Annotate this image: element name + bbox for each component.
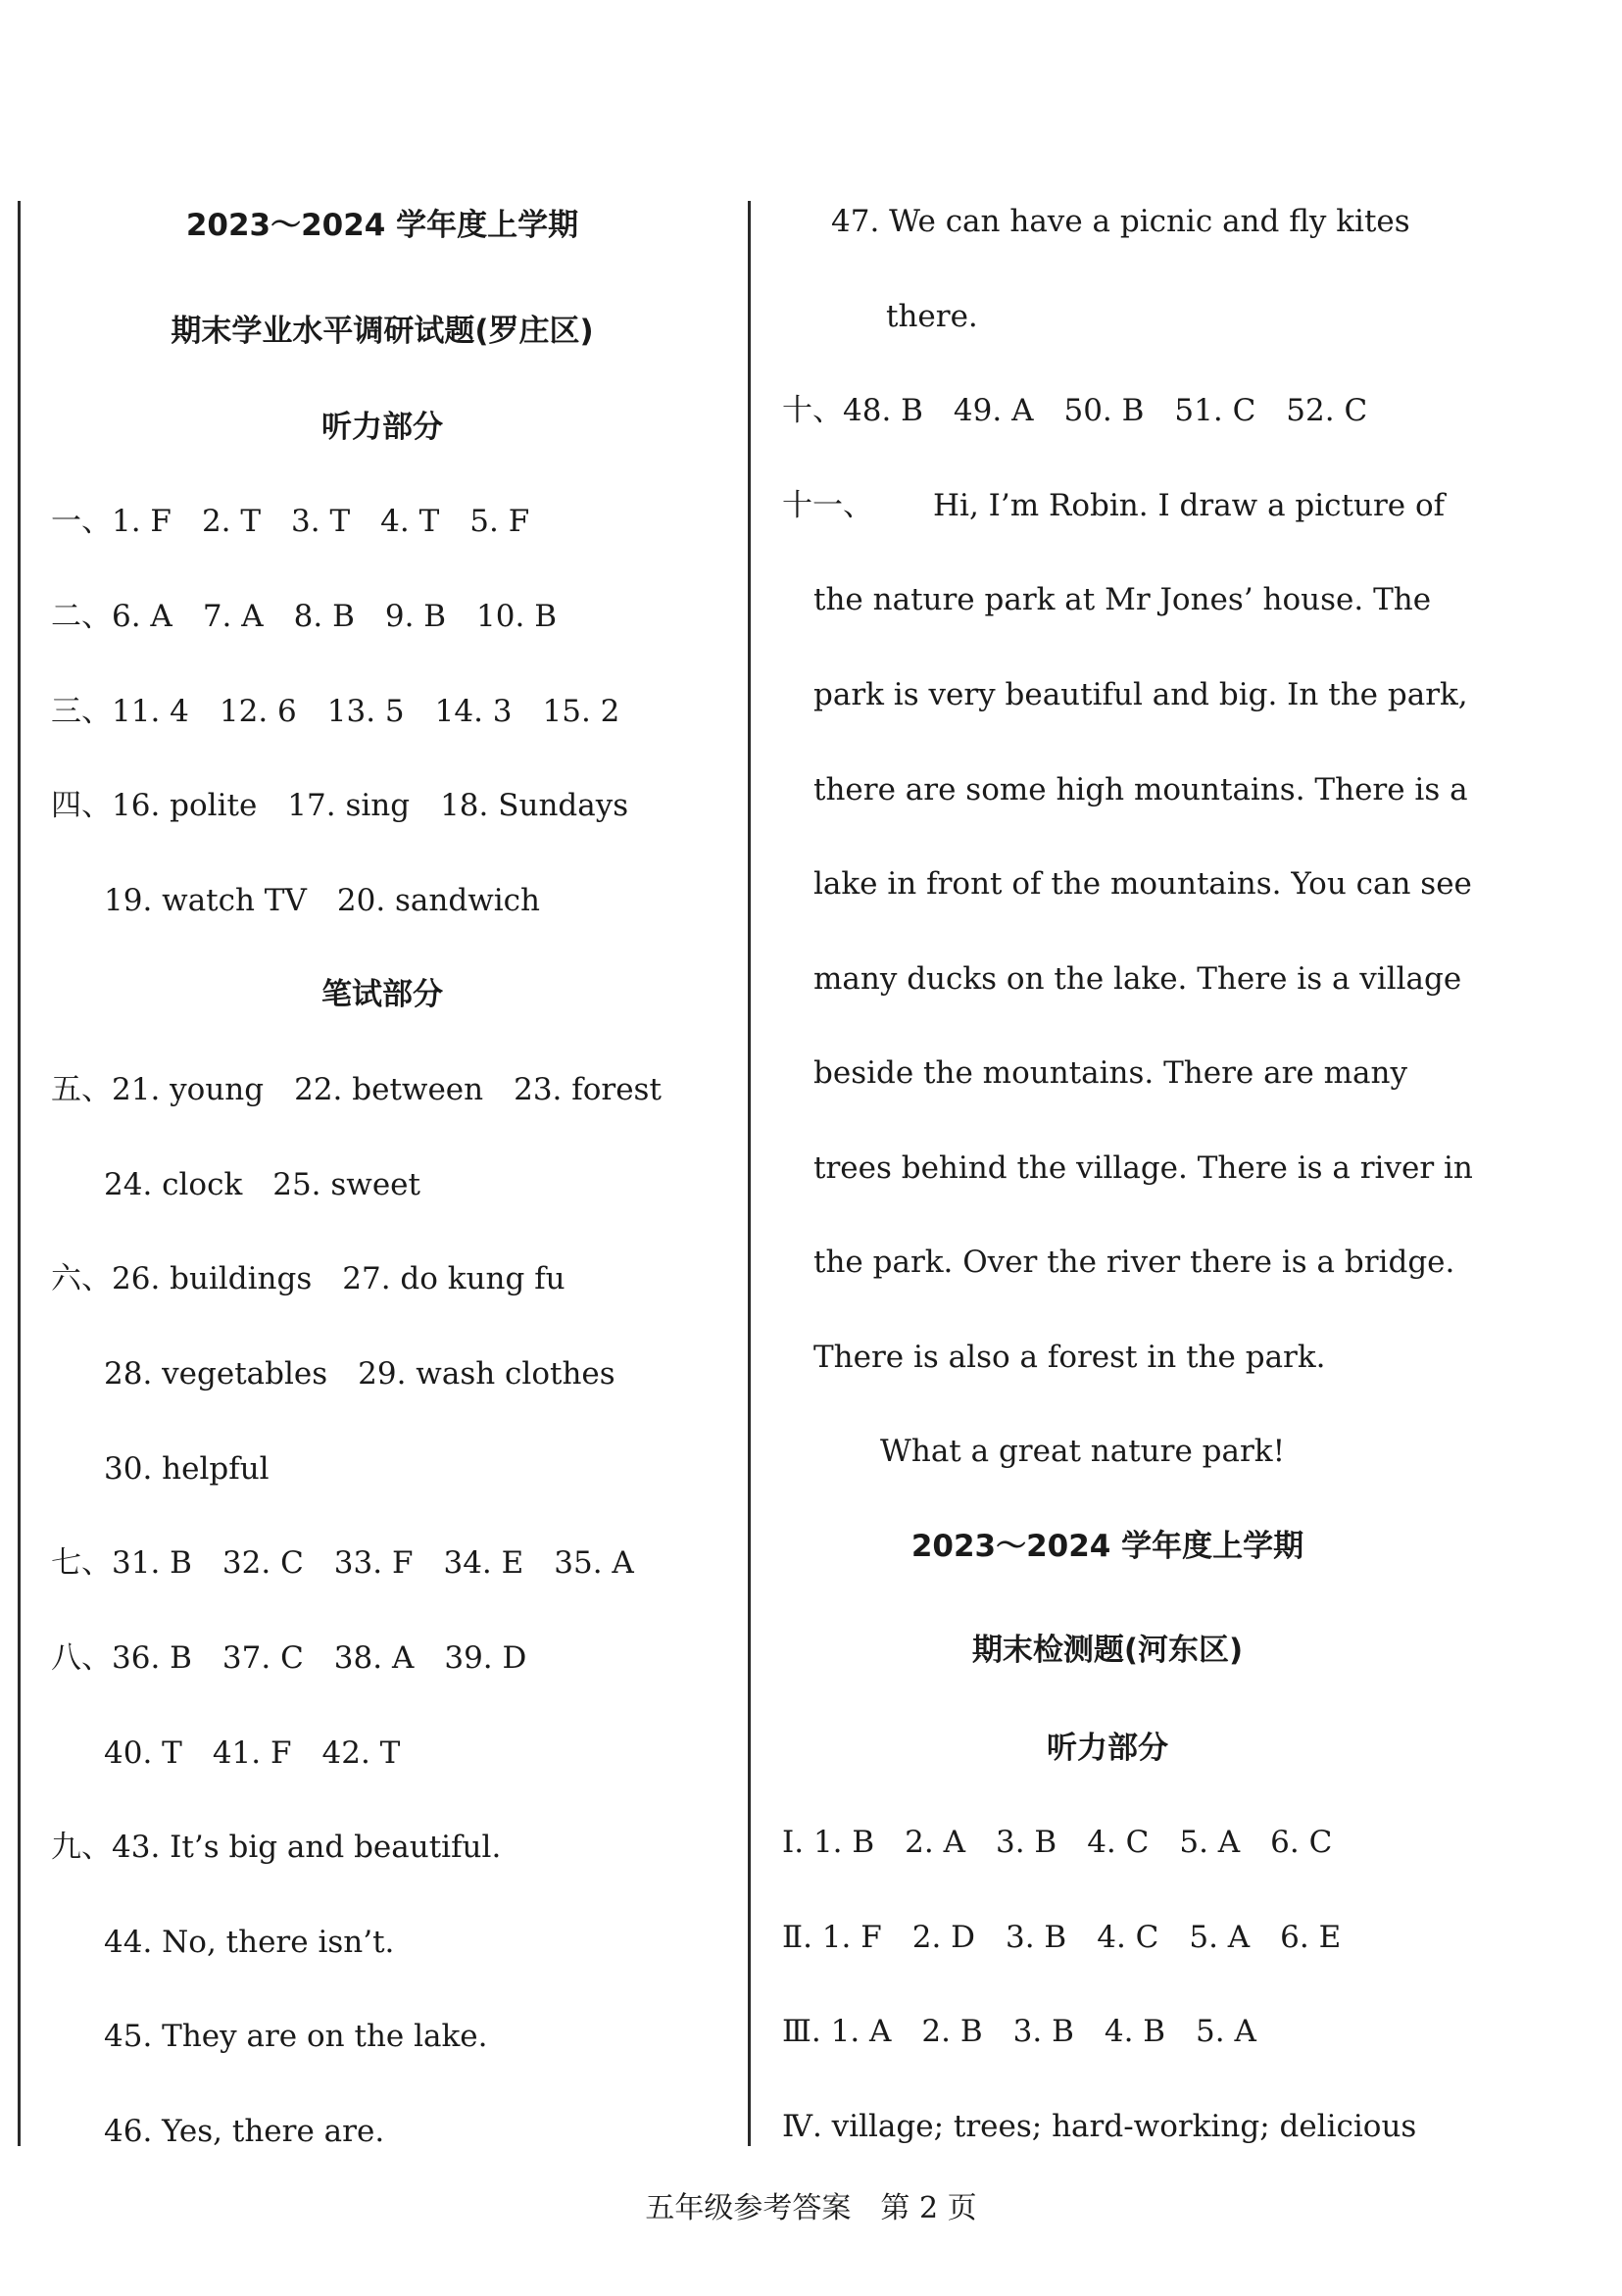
essay-line: many ducks on the lake. There is a village (813, 961, 1462, 997)
answer-line: Ⅲ. 1. A 2. B 3. B 4. B 5. A (782, 2014, 1256, 2049)
left-writing-heading: 笔试部分 (321, 977, 443, 1012)
left-title-exam: 期末学业水平调研试题(罗庄区) (171, 314, 594, 349)
answer-line: Ⅳ. village; trees; hard-working; delicious (782, 2109, 1417, 2144)
right-listening-heading: 听力部分 (1047, 1731, 1168, 1766)
essay-line: beside the mountains. There are many (813, 1055, 1407, 1091)
answer-line: there. (886, 299, 978, 334)
answer-line: 46. Yes, there are. (104, 2114, 385, 2149)
answer-line: 47. We can have a picnic and fly kites (831, 204, 1410, 239)
essay-line: the park. Over the river there is a bridge. (813, 1245, 1455, 1280)
left-margin-rule (18, 201, 21, 2146)
essay-line: there are some high mountains. There is a (813, 772, 1468, 807)
answer-line: 十、48. B 49. A 50. B 51. C 52. C (782, 393, 1368, 428)
answer-line: 九、43. It’s big and beautiful. (51, 1830, 502, 1865)
answer-line: 45. They are on the lake. (104, 2019, 488, 2054)
answer-line: 40. T 41. F 42. T (104, 1735, 401, 1771)
answer-line: Ⅰ. 1. B 2. A 3. B 4. C 5. A 6. C (782, 1825, 1333, 1860)
essay-line: There is also a forest in the park. (813, 1340, 1326, 1375)
essay-line: Hi, I’m Robin. I draw a picture of (933, 488, 1446, 523)
right-title-year: 2023～2024 学年度上学期 (910, 1529, 1304, 1564)
right-title-exam: 期末检测题(河东区) (971, 1633, 1244, 1668)
essay-line: lake in front of the mountains. You can see (813, 866, 1472, 902)
answer-line: 三、11. 4 12. 6 13. 5 14. 3 15. 2 (51, 694, 620, 729)
answer-line: 八、36. B 37. C 38. A 39. D (51, 1640, 527, 1676)
left-listening-heading: 听力部分 (321, 410, 443, 445)
answer-line: 四、16. polite 17. sing 18. Sundays (51, 788, 629, 823)
section-eleven-label: 十一、 (782, 488, 873, 523)
essay-line: What a great nature park! (880, 1434, 1286, 1469)
answer-line: 二、6. A 7. A 8. B 9. B 10. B (51, 599, 557, 634)
essay-line: the nature park at Mr Jones’ house. The (813, 582, 1432, 617)
answer-line: 五、21. young 22. between 23. forest (51, 1072, 662, 1107)
page-footer: 五年级参考答案 第 2 页 (645, 2191, 977, 2225)
answer-line: 44. No, there isn’t. (104, 1925, 395, 1960)
answer-line: 24. clock 25. sweet (104, 1167, 420, 1202)
essay-line: trees behind the village. There is a river in (813, 1150, 1473, 1186)
answer-line: 19. watch TV 20. sandwich (104, 883, 541, 918)
answer-line: Ⅱ. 1. F 2. D 3. B 4. C 5. A 6. E (782, 1920, 1342, 1955)
answer-line: 30. helpful (104, 1451, 270, 1487)
answer-line: 一、1. F 2. T 3. T 4. T 5. F (51, 504, 530, 539)
essay-line: park is very beautiful and big. In the park, (813, 677, 1468, 712)
answer-line: 七、31. B 32. C 33. F 34. E 35. A (51, 1545, 634, 1581)
answer-line: 28. vegetables 29. wash clothes (104, 1356, 615, 1392)
answer-line: 六、26. buildings 27. do kung fu (51, 1261, 565, 1296)
left-title-year: 2023～2024 学年度上学期 (185, 208, 579, 243)
column-divider (748, 201, 751, 2146)
